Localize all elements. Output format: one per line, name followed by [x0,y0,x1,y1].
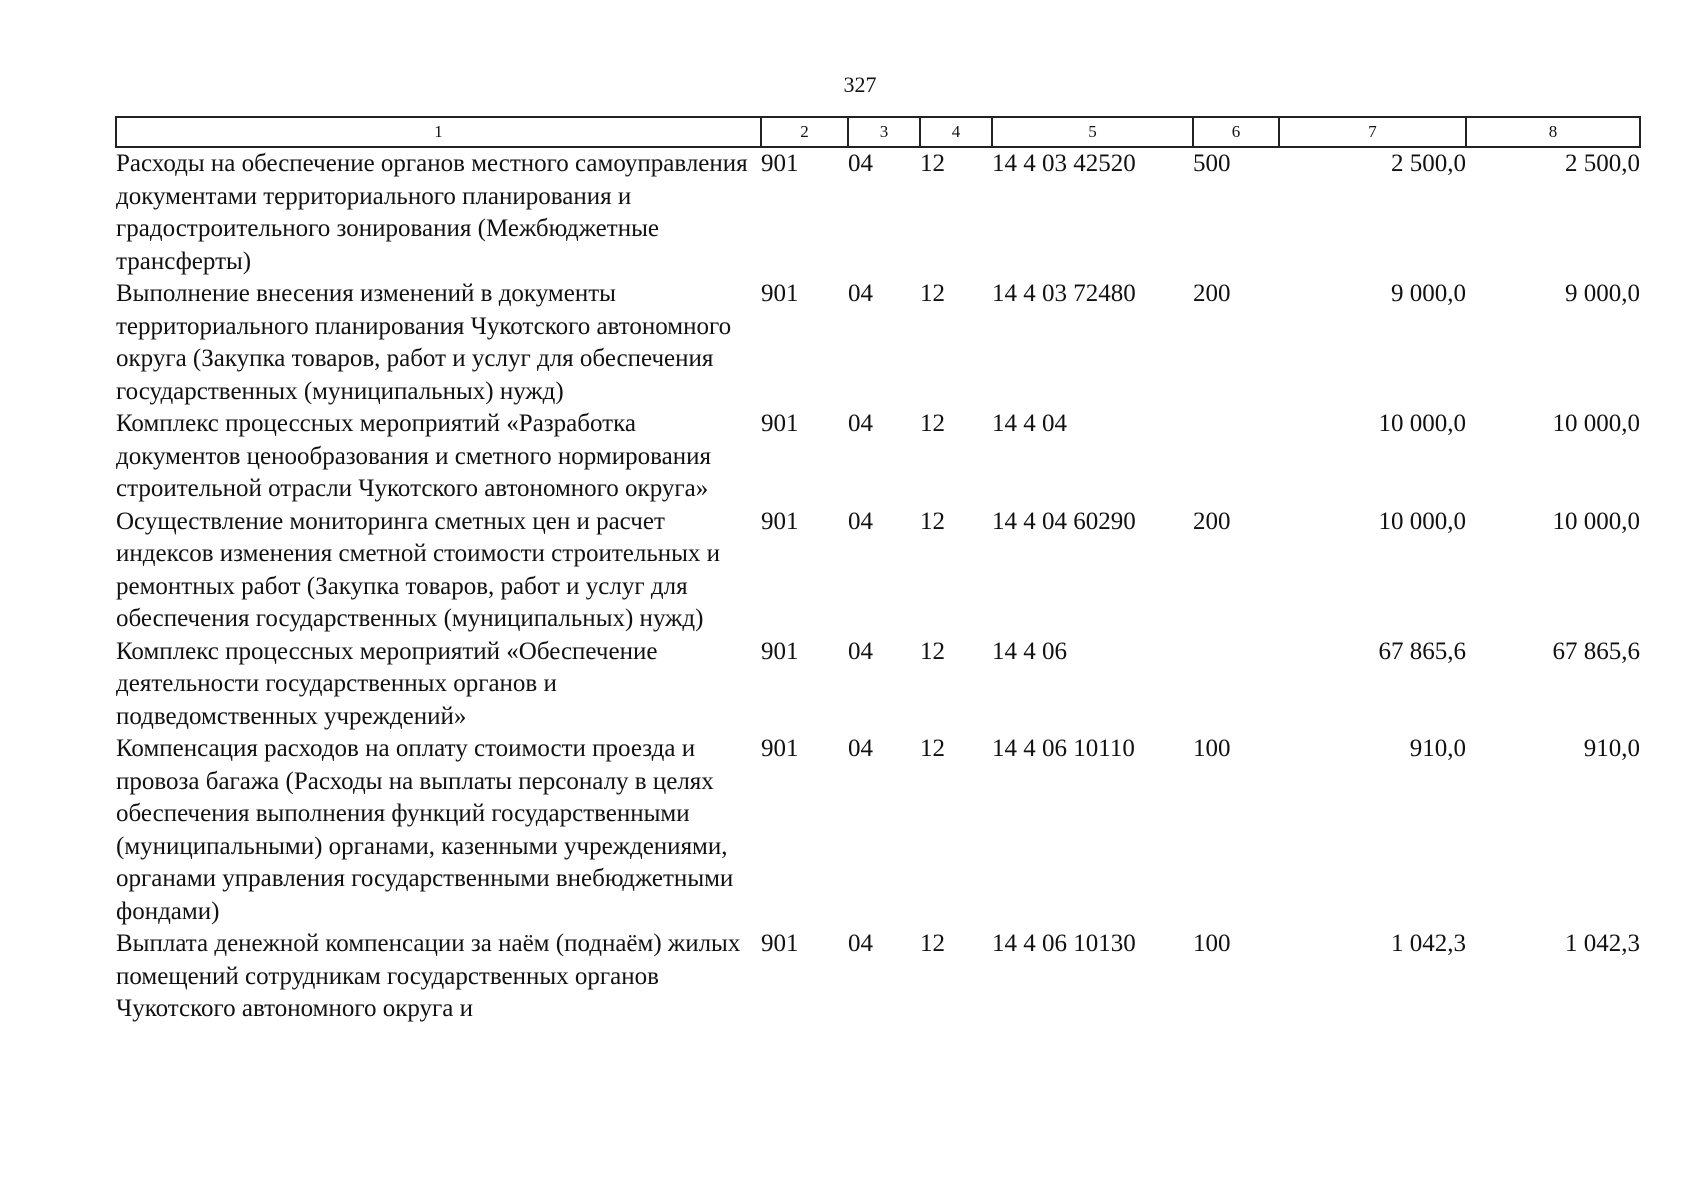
column-header: 5 [992,117,1193,147]
amount-col7: 9 000,0 [1391,280,1466,307]
table-row [116,147,1640,278]
target-article-code: 14 4 04 60290 [992,507,1136,535]
page-number: 327 [843,72,877,97]
target-article-code: 14 4 04 [992,410,1067,437]
target-article-code: 14 4 03 72480 [992,280,1136,307]
amount-col7: 10 000,0 [1378,507,1466,535]
amount-col8: 1 042,3 [1565,930,1640,957]
subsection-code: 12 [920,280,945,307]
section-code: 04 [848,930,873,957]
table-row [116,928,1640,1026]
ministry-code: 901 [761,637,799,665]
subsection-code: 12 [920,150,945,177]
column-number-header-row [116,117,1640,147]
expense-type-code: 100 [1193,735,1231,762]
row-description: Расходы на обеспечение органов местного самоуправления документами территориального планирования и градостроительного зонирования (Межбюджетные трансферты) [116,150,748,275]
target-article-code: 14 4 06 [992,637,1067,665]
subsection-code: 12 [920,637,945,665]
target-article-code: 14 4 06 10130 [992,930,1136,957]
ministry-code: 901 [761,507,799,535]
amount-col7: 1 042,3 [1391,930,1466,957]
row-description: Комплекс процессных мероприятий «Разработка документов ценообразования и сметного нормирования строительной отрасли Чукотского автономного округа» [116,410,711,502]
target-article-code: 14 4 06 10110 [992,735,1135,762]
row-description: Комплекс процессных мероприятий «Обеспечение деятельности государственных органов и подведомственных учреждений» [116,637,658,730]
ministry-code: 901 [761,150,799,177]
amount-col7: 910,0 [1409,735,1466,762]
amount-col7: 10 000,0 [1378,410,1466,437]
expense-type-code: 100 [1193,930,1231,957]
amount-col8: 2 500,0 [1565,150,1640,177]
table-row [116,636,1640,734]
section-code: 04 [848,735,873,762]
amount-col8: 9 000,0 [1565,280,1640,307]
row-description: Осуществление мониторинга сметных цен и расчет индексов изменения сметной стоимости строительных и ремонтных работ (Закупка товаров, работ и услуг для обеспечения государственных (муниципальных) нужд) [116,507,721,632]
table-row [116,733,1640,928]
amount-col7: 67 865,6 [1378,637,1466,665]
ministry-code: 901 [761,410,799,437]
amount-col8: 10 000,0 [1552,507,1640,535]
target-article-code: 14 4 03 42520 [992,150,1136,177]
section-code: 04 [848,150,873,177]
subsection-code: 12 [920,930,945,957]
amount-col8: 910,0 [1583,735,1640,762]
table-row [116,506,1640,636]
subsection-code: 12 [920,410,945,437]
column-header: 6 [1193,117,1279,147]
amount-col8: 10 000,0 [1552,410,1640,437]
column-header: 4 [920,117,992,147]
expense-type-code: 200 [1193,507,1231,535]
ministry-code: 901 [761,930,799,957]
ministry-code: 901 [761,280,799,307]
section-code: 04 [848,410,873,437]
table-row [116,278,1640,408]
column-header: 8 [1466,117,1640,147]
budget-table [115,116,1641,1026]
column-header: 2 [761,117,848,147]
subsection-code: 12 [920,507,945,535]
amount-col8: 67 865,6 [1552,637,1640,665]
expense-type-code [1193,408,1279,506]
column-header: 7 [1279,117,1466,147]
row-description: Выплата денежной компенсации за наём (поднаём) жилых помещений сотрудникам государственных органов Чукотского автономного округа и [116,930,741,1022]
row-description: Компенсация расходов на оплату стоимости проезда и провоза багажа (Расходы на выплаты персоналу в целях обеспечения выполнения функций государственными (муниципальными) органами, казенными учреждениями, органами управления государственными внебюджетными фондами) [116,735,734,925]
amount-col7: 2 500,0 [1391,150,1466,177]
column-header: 3 [848,117,920,147]
expense-type-code [1193,636,1279,734]
section-code: 04 [848,507,873,535]
expense-type-code: 500 [1193,150,1231,177]
ministry-code: 901 [761,735,799,762]
expense-type-code: 200 [1193,280,1231,307]
section-code: 04 [848,637,873,665]
subsection-code: 12 [920,735,945,762]
table-row [116,408,1640,506]
column-header: 1 [116,117,761,147]
section-code: 04 [848,280,873,307]
row-description: Выполнение внесения изменений в документы территориального планирования Чукотского автономного округа (Закупка товаров, работ и услуг для обеспечения государственных (муниципальных) нужд) [116,280,732,405]
